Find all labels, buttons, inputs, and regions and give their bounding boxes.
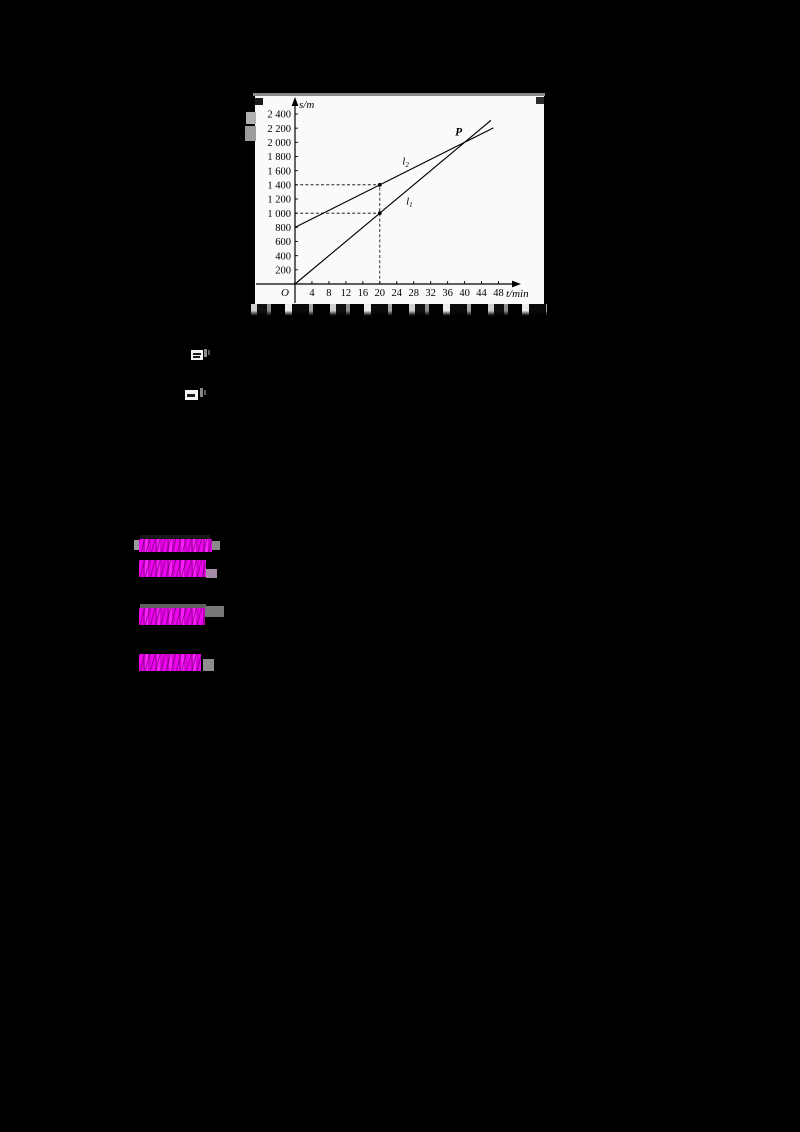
scan-mark-left-1: [246, 112, 256, 124]
x-axis-label: t/min: [506, 288, 529, 300]
equation-fragment-2-speck: [204, 390, 206, 395]
y-axis-label: s/m: [299, 99, 315, 111]
equation-fragment-1-speck: [208, 350, 210, 355]
equation-fragment-2: [185, 390, 198, 400]
x-tick-label: 32: [425, 288, 436, 299]
x-tick-label: 8: [326, 288, 332, 299]
redacted-line-4-tail: [203, 659, 214, 671]
x-tick-label: 36: [442, 288, 453, 299]
equation-fragment-1: [191, 350, 203, 360]
equation-fragment-1-tail: [204, 349, 207, 357]
series-label-l1: $l_1$: [406, 195, 413, 210]
y-axis-arrow: [292, 97, 299, 106]
redacted-line-1-rightcap: [212, 541, 220, 550]
y-tick-label: 200: [275, 265, 291, 277]
redacted-line-2: [139, 560, 206, 577]
scan-noise-strip: [251, 304, 547, 316]
x-tick-label: 12: [340, 288, 352, 299]
y-tick-label: 1 000: [267, 208, 291, 220]
redacted-line-4: [139, 654, 201, 671]
redacted-line-2-tail: [206, 569, 217, 578]
x-tick-label: 28: [408, 288, 419, 299]
graph-panel: [255, 96, 544, 304]
series-line-l2: [295, 128, 493, 227]
y-tick-label: 2 000: [267, 137, 291, 149]
x-tick-label: 48: [493, 288, 504, 299]
y-tick-label: 1 200: [267, 194, 291, 206]
x-tick-label: 40: [459, 288, 470, 299]
x-tick-label: 24: [391, 288, 403, 299]
x-tick-label: 44: [476, 288, 487, 299]
marked-point: [378, 183, 382, 187]
y-tick-label: 2 400: [267, 109, 291, 121]
redacted-line-3-tail: [205, 606, 224, 617]
distance-time-chart: [255, 96, 544, 304]
redacted-line-3: [139, 608, 205, 625]
origin-label: O: [281, 287, 289, 299]
marked-point: [378, 211, 382, 215]
y-tick-label: 2 200: [267, 123, 291, 135]
scan-blob-top-right: [536, 97, 544, 104]
series-line-l1: [295, 120, 491, 284]
series-label-l2: $l_2$: [402, 155, 409, 169]
y-tick-label: 1 400: [267, 180, 291, 192]
intersection-label: P: [455, 126, 463, 139]
x-tick-label: 16: [357, 288, 369, 299]
y-tick-label: 600: [275, 237, 291, 249]
equation-fragment-2-tail: [200, 388, 203, 397]
y-tick-label: 800: [275, 222, 291, 234]
redacted-line-1: [139, 539, 212, 552]
x-tick-label: 4: [309, 288, 315, 299]
x-axis-arrow: [512, 281, 521, 288]
scan-blob-top-left: [255, 98, 263, 105]
y-tick-label: 400: [275, 251, 291, 263]
x-tick-label: 20: [374, 288, 386, 299]
scan-mark-left-2: [245, 126, 256, 141]
y-tick-label: 1 800: [267, 152, 291, 164]
y-tick-label: 1 600: [267, 166, 291, 178]
